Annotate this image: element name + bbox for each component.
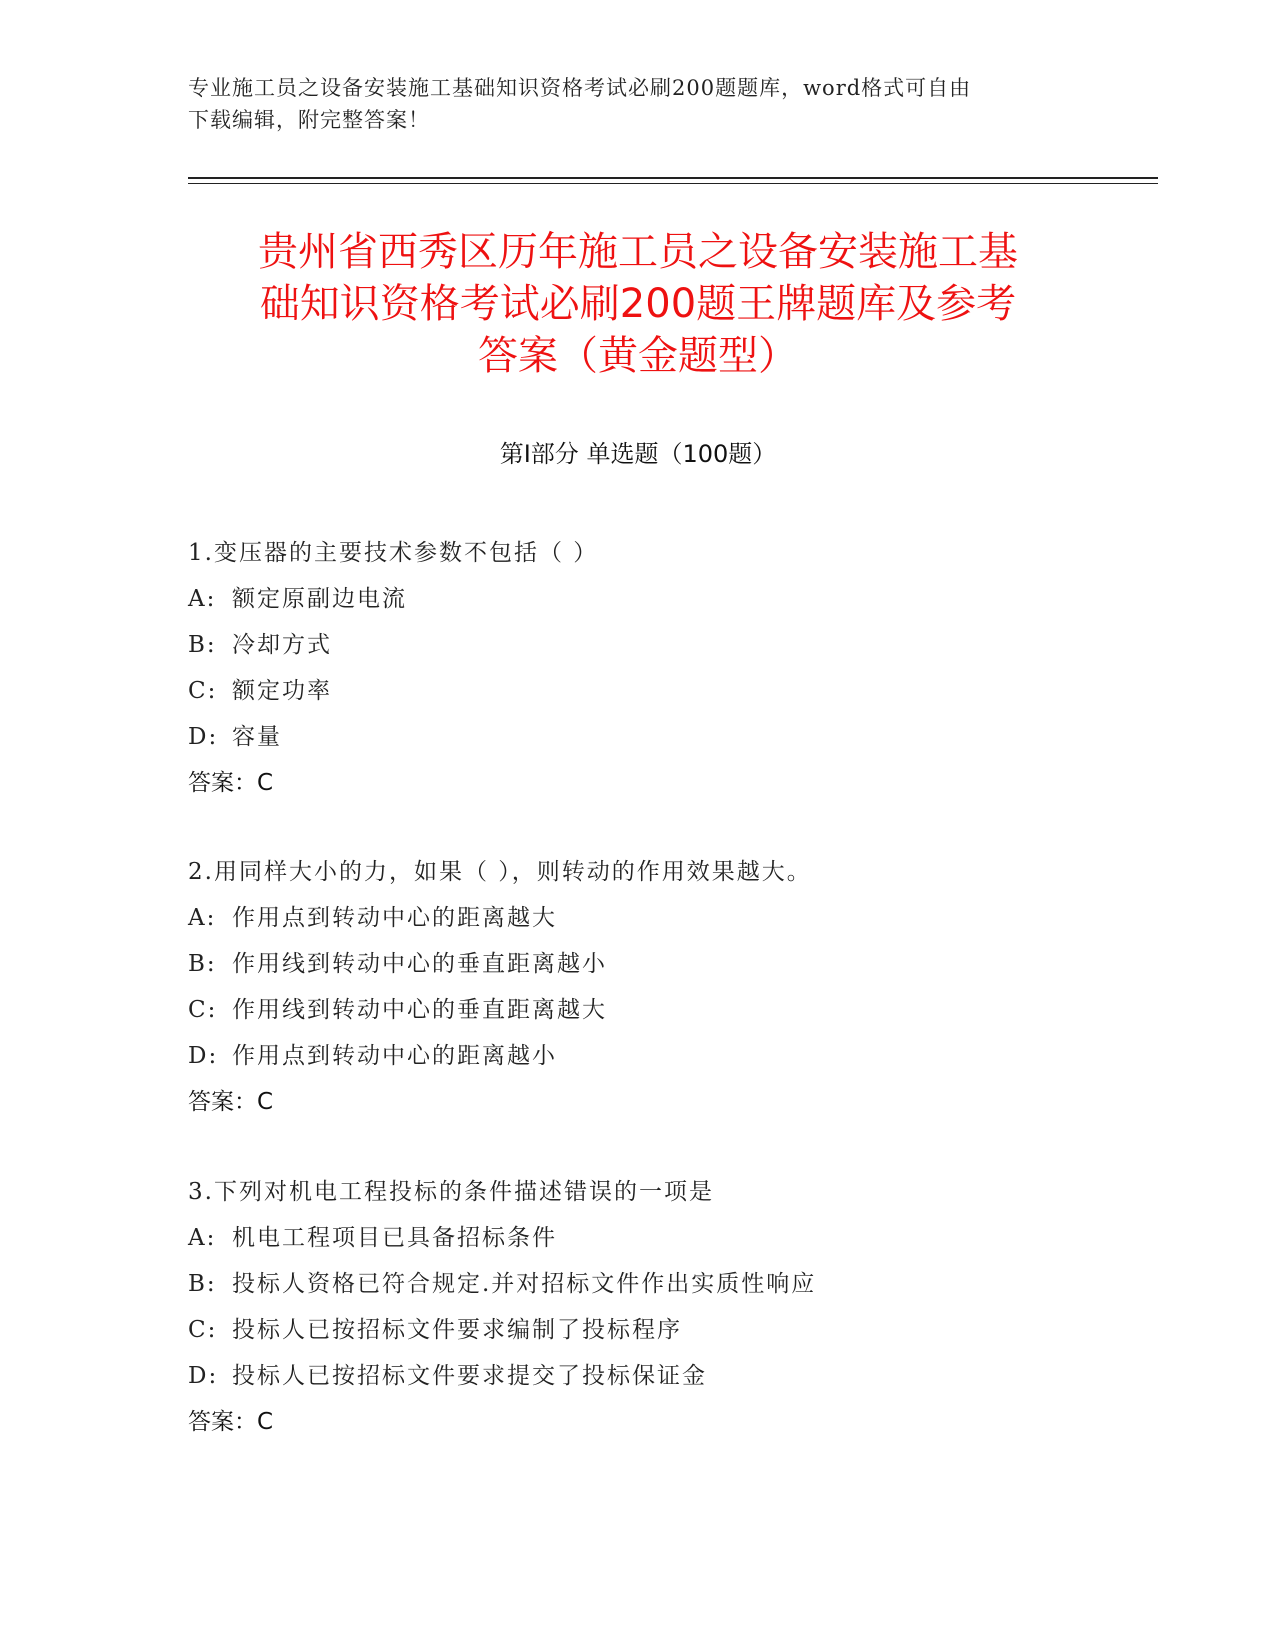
option-key: D: [188, 1043, 219, 1069]
option-text: 容量 [232, 724, 282, 750]
option-d [188, 1033, 1088, 1079]
option-text: 投标人资格已符合规定.并对招标文件作出实质性响应 [232, 1271, 817, 1297]
option-text: 作用线到转动中心的垂直距离越大 [232, 997, 607, 1023]
option-text: 作用线到转动中心的垂直距离越小 [232, 951, 607, 977]
answer-line: 答案：C [188, 1089, 274, 1115]
option-b [188, 1261, 1088, 1307]
option-b [188, 622, 1088, 668]
option-key: B: [188, 951, 217, 977]
option-text: 作用点到转动中心的距离越小 [232, 1043, 557, 1069]
option-key: A: [188, 586, 217, 612]
option-a [188, 1215, 1088, 1261]
option-text: 冷却方式 [232, 632, 332, 658]
document-title-line-1: 贵州省西秀区历年施工员之设备安装施工基 [258, 229, 1018, 275]
document-title-line-3: 答案（黄金题型） [478, 333, 798, 379]
option-d [188, 714, 1088, 760]
question-stem: 1.变压器的主要技术参数不包括（ ） [188, 540, 599, 566]
header-note-line-1: 专业施工员之设备安装施工基础知识资格考试必刷200题题库，word格式可自由 [188, 76, 972, 100]
option-d [188, 1353, 1088, 1399]
header-note-line-2: 下载编辑，附完整答案！ [188, 108, 430, 132]
document-title-line-2: 础知识资格考试必刷200题王牌题库及参考 [259, 281, 1017, 327]
option-c [188, 987, 1088, 1033]
option-text: 作用点到转动中心的距离越大 [232, 905, 557, 931]
option-c [188, 668, 1088, 714]
question-stem: 2.用同样大小的力，如果（ ），则转动的作用效果越大。 [188, 859, 812, 885]
answer-line: 答案：C [188, 770, 274, 796]
question-stem: 3.下列对机电工程投标的条件描述错误的一项是 [188, 1179, 714, 1205]
question-2 [188, 849, 1088, 1125]
option-key: B: [188, 632, 217, 658]
section-title: 第Ⅰ部分 单选题（100题） [499, 440, 777, 468]
option-key: D: [188, 724, 219, 750]
option-c [188, 1307, 1088, 1353]
option-key: B: [188, 1271, 217, 1297]
option-key: D: [188, 1363, 219, 1389]
option-key: A: [188, 1225, 217, 1251]
header-divider-thick [188, 177, 1158, 179]
question-3 [188, 1169, 1088, 1445]
question-1 [188, 530, 1088, 806]
option-text: 投标人已按招标文件要求提交了投标保证金 [232, 1363, 707, 1389]
option-key: C: [188, 1317, 218, 1343]
option-a [188, 576, 1088, 622]
header-divider-thin [188, 183, 1158, 184]
option-text: 额定功率 [232, 678, 332, 704]
option-key: A: [188, 905, 217, 931]
option-text: 投标人已按招标文件要求编制了投标程序 [232, 1317, 682, 1343]
answer-line: 答案：C [188, 1409, 274, 1435]
option-text: 机电工程项目已具备招标条件 [232, 1225, 557, 1251]
option-b [188, 941, 1088, 987]
option-text: 额定原副边电流 [232, 586, 407, 612]
document-title [188, 226, 1088, 382]
option-key: C: [188, 678, 218, 704]
header-note [188, 72, 1068, 136]
option-a [188, 895, 1088, 941]
option-key: C: [188, 997, 218, 1023]
